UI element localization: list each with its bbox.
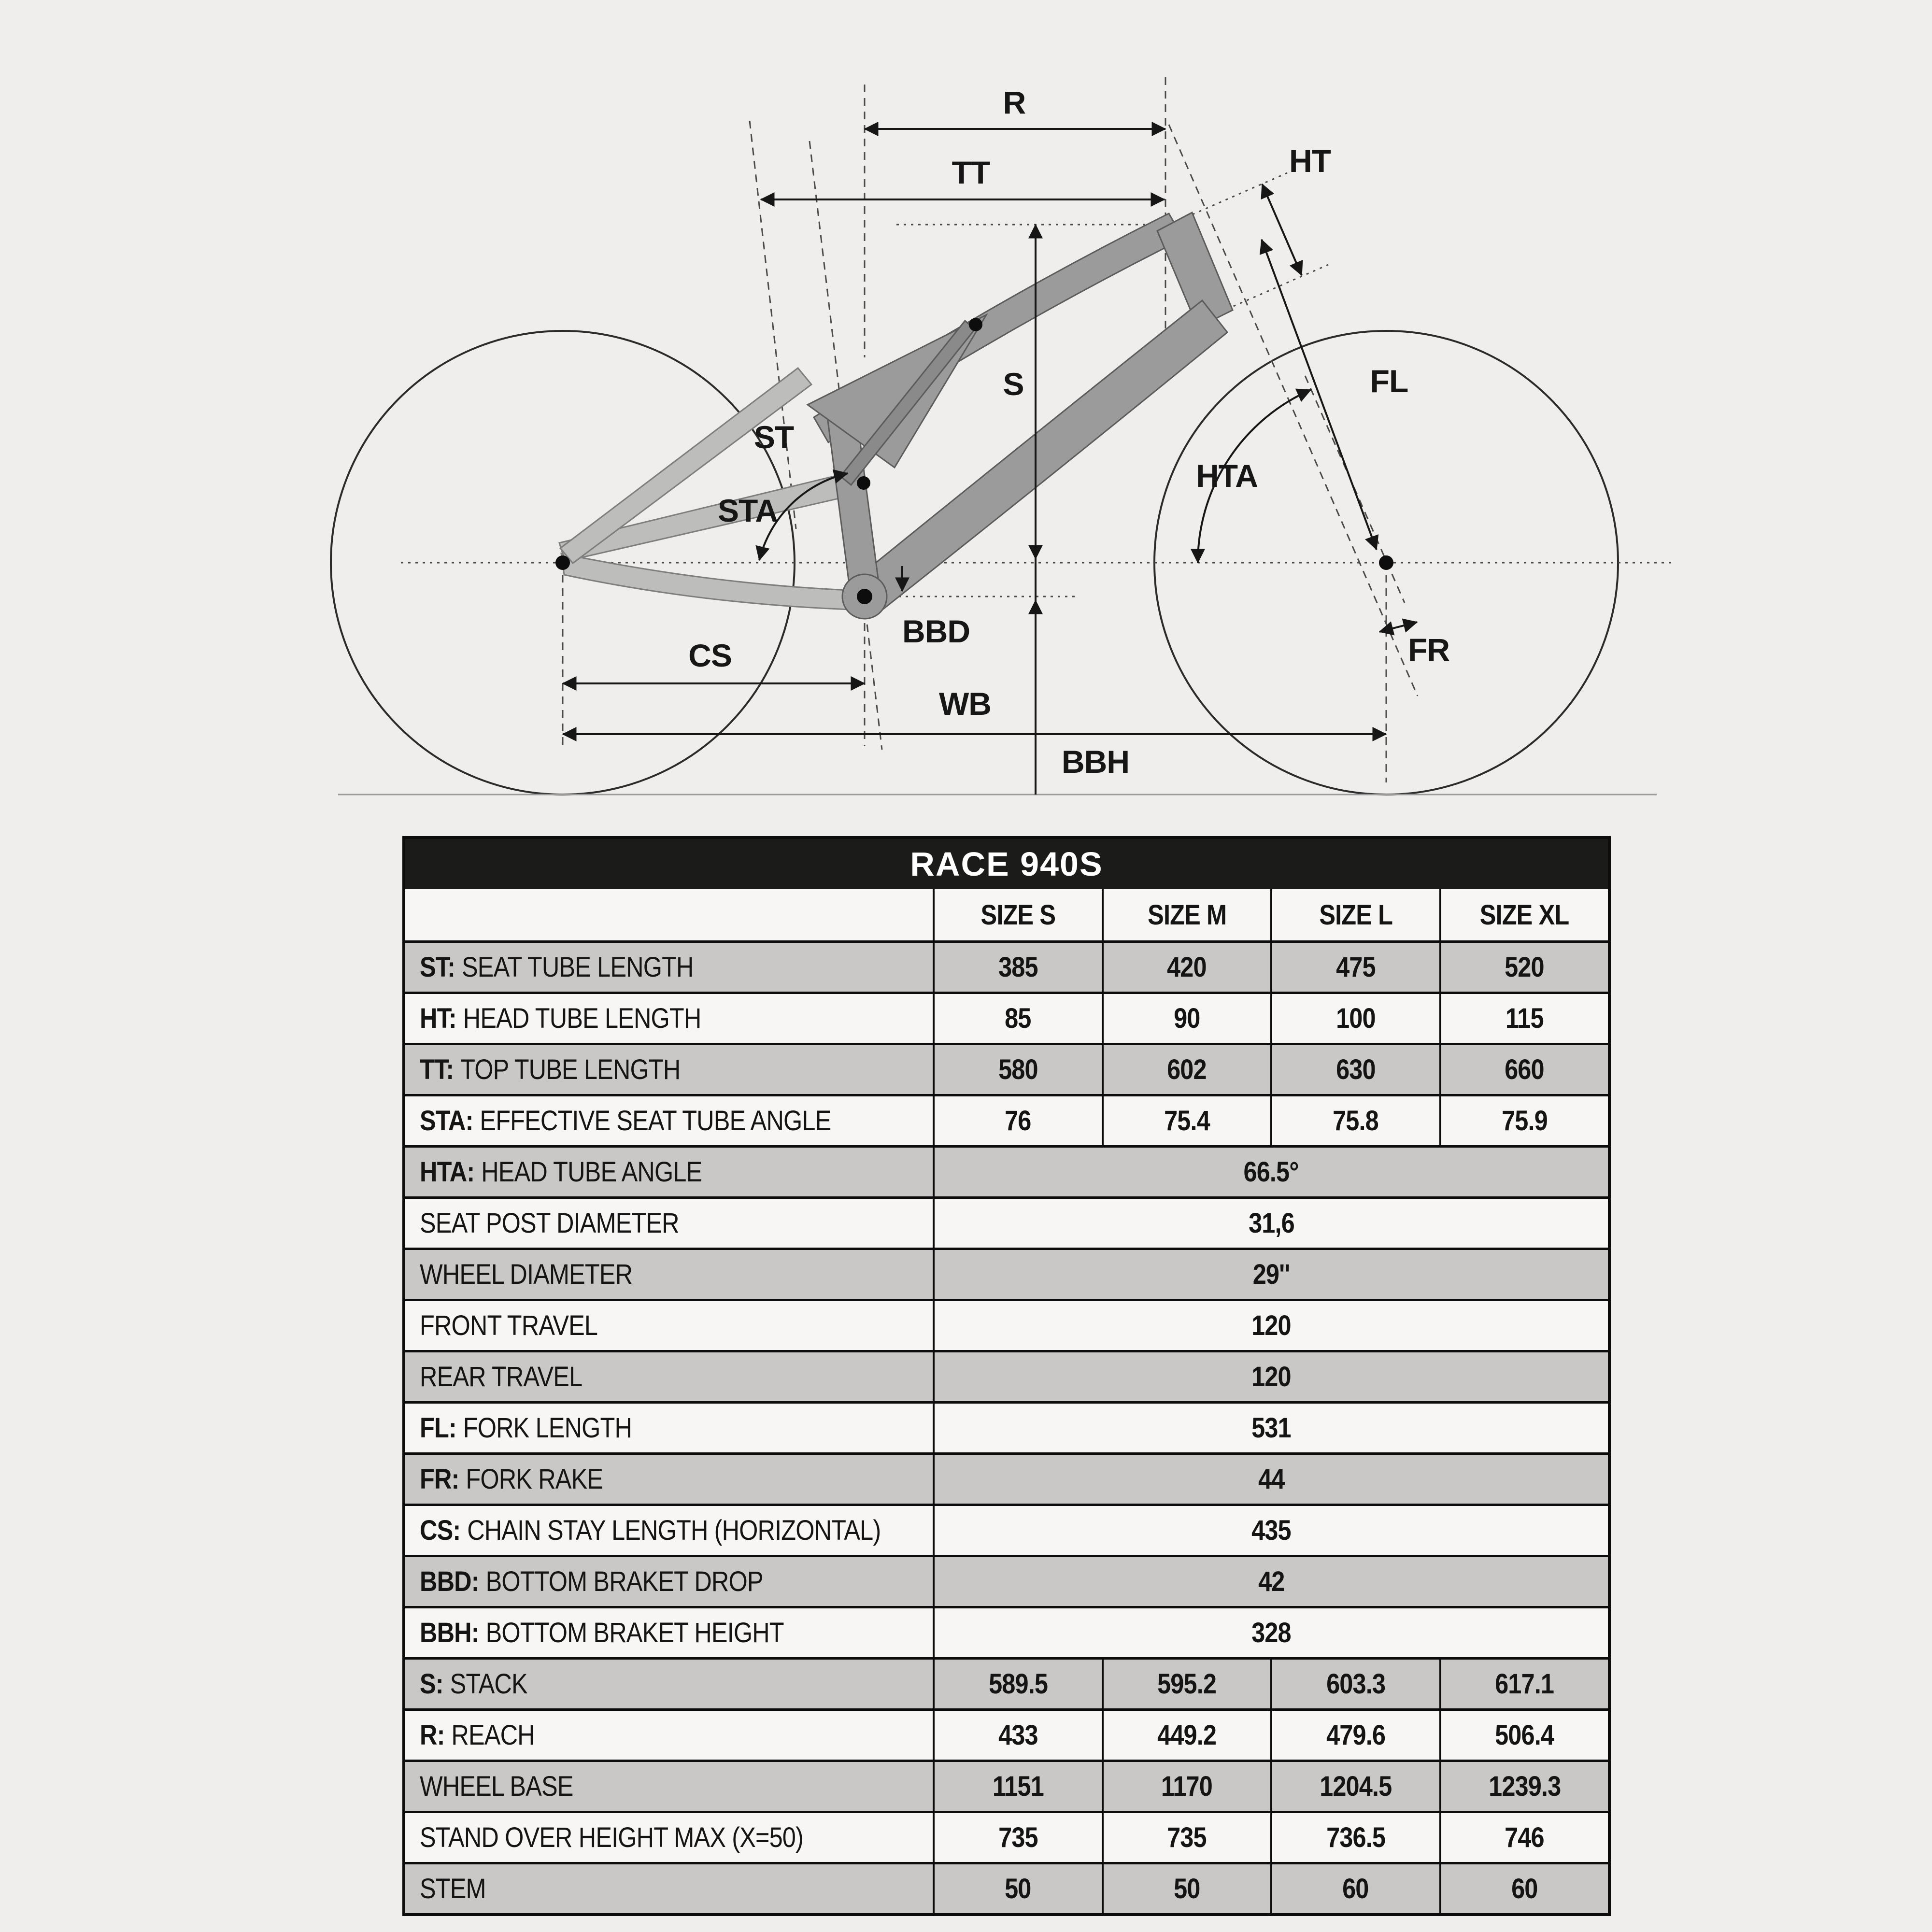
row-label-cell	[405, 1301, 933, 1350]
row-span-value: 120	[933, 1352, 1608, 1401]
row-prefix: CS:	[420, 1515, 461, 1546]
row-value-2: 75.4	[1102, 1096, 1271, 1145]
row-prefix: S:	[420, 1668, 443, 1700]
rocker-pivot-dot	[969, 318, 982, 331]
row-value-4: 506.4	[1439, 1711, 1608, 1760]
row-label: STACK	[450, 1668, 527, 1700]
row-label-cell	[405, 1045, 933, 1094]
table-row	[405, 1452, 1608, 1504]
table-row	[405, 1760, 1608, 1811]
fork-length-dim	[1262, 240, 1377, 550]
table-row	[405, 1504, 1608, 1555]
table-row	[405, 1094, 1608, 1145]
table-row	[405, 1555, 1608, 1606]
size-header-4: SIZE XL	[1439, 889, 1608, 940]
table-row	[405, 992, 1608, 1043]
row-value-1: 50	[933, 1864, 1102, 1913]
front-axle-dot	[1379, 555, 1393, 570]
row-value-2: 1170	[1102, 1762, 1271, 1811]
row-value-3: 603.3	[1270, 1660, 1439, 1708]
row-label: WHEEL BASE	[420, 1771, 573, 1802]
row-span-value: 531	[933, 1404, 1608, 1452]
row-value-4: 520	[1439, 943, 1608, 992]
row-value-1: 76	[933, 1096, 1102, 1145]
row-label-cell	[405, 943, 933, 992]
table-row	[405, 1657, 1608, 1708]
label-chainstay: CS	[688, 638, 732, 673]
row-label: EFFECTIVE SEAT TUBE ANGLE	[480, 1105, 831, 1136]
row-value-2: 50	[1102, 1864, 1271, 1913]
table-row	[405, 1862, 1608, 1913]
row-label-cell	[405, 1096, 933, 1145]
row-label: STEM	[420, 1873, 486, 1904]
label-seattube: ST	[753, 419, 794, 455]
label-forklength: FL	[1370, 363, 1408, 399]
row-span-value: 44	[933, 1455, 1608, 1504]
table-row	[405, 1350, 1608, 1401]
row-label: FORK RAKE	[466, 1463, 603, 1495]
row-label-cell	[405, 1557, 933, 1606]
row-value-4: 617.1	[1439, 1660, 1608, 1708]
table-row	[405, 1708, 1608, 1760]
row-value-3: 1204.5	[1270, 1762, 1439, 1811]
row-prefix: STA:	[420, 1105, 473, 1136]
row-label-cell	[405, 1455, 933, 1504]
bottom-bracket-dot	[857, 589, 872, 604]
row-label-cell	[405, 1660, 933, 1708]
row-value-3: 630	[1270, 1045, 1439, 1094]
row-value-4: 60	[1439, 1864, 1608, 1913]
label-headtube: HT	[1289, 143, 1331, 179]
row-prefix: ST:	[420, 952, 455, 983]
row-value-4: 75.9	[1439, 1096, 1608, 1145]
row-label: CHAIN STAY LENGTH (HORIZONTAL)	[467, 1515, 881, 1546]
row-prefix: FR:	[420, 1463, 459, 1495]
row-value-1: 1151	[933, 1762, 1102, 1811]
size-header-row	[405, 889, 1608, 940]
row-label-cell	[405, 1199, 933, 1248]
row-label-cell	[405, 1711, 933, 1760]
table-row	[405, 1401, 1608, 1452]
spec-table	[402, 836, 1611, 1916]
row-label-cell	[405, 994, 933, 1043]
table-row	[405, 1606, 1608, 1657]
label-wheelbase: WB	[939, 686, 991, 722]
row-value-1: 385	[933, 943, 1102, 992]
row-span-value: 42	[933, 1557, 1608, 1606]
table-row	[405, 1299, 1608, 1350]
row-label-cell	[405, 1250, 933, 1299]
fork-rake-tick	[1379, 622, 1417, 632]
row-value-2: 595.2	[1102, 1660, 1271, 1708]
row-prefix: BBD:	[420, 1566, 479, 1597]
row-value-1: 85	[933, 994, 1102, 1043]
row-span-value: 328	[933, 1608, 1608, 1657]
row-label: HEAD TUBE ANGLE	[481, 1156, 702, 1188]
row-label: BOTTOM BRAKET DROP	[485, 1566, 763, 1597]
row-span-value: 435	[933, 1506, 1608, 1555]
row-value-3: 60	[1270, 1864, 1439, 1913]
label-headangle: HTA	[1196, 458, 1258, 494]
row-prefix: BBH:	[420, 1617, 479, 1648]
row-value-3: 100	[1270, 994, 1439, 1043]
row-label-cell	[405, 1352, 933, 1401]
row-label-cell	[405, 1762, 933, 1811]
row-value-4: 746	[1439, 1813, 1608, 1862]
row-label-cell	[405, 1608, 933, 1657]
row-value-2: 90	[1102, 994, 1271, 1043]
row-value-3: 75.8	[1270, 1096, 1439, 1145]
row-value-2: 602	[1102, 1045, 1271, 1094]
table-title: RACE 940S	[910, 845, 1103, 883]
label-forkrake: FR	[1408, 632, 1449, 668]
row-label: REACH	[451, 1719, 535, 1751]
row-value-3: 736.5	[1270, 1813, 1439, 1862]
row-value-3: 479.6	[1270, 1711, 1439, 1760]
row-span-value: 29''	[933, 1250, 1608, 1299]
row-label-cell	[405, 1506, 933, 1555]
row-label: SEAT TUBE LENGTH	[462, 952, 694, 983]
rear-axle-dot	[555, 555, 570, 570]
size-header-3: SIZE L	[1270, 889, 1439, 940]
row-prefix: FL:	[420, 1412, 456, 1444]
row-label-cell	[405, 1148, 933, 1196]
label-stack: S	[1003, 366, 1024, 402]
row-value-2: 735	[1102, 1813, 1271, 1862]
main-frame	[808, 213, 1233, 619]
header-empty-cell	[405, 889, 933, 940]
row-label: REAR TRAVEL	[420, 1361, 582, 1392]
table-row	[405, 1196, 1608, 1248]
row-span-value: 31,6	[933, 1199, 1608, 1248]
row-label: BOTTOM BRAKET HEIGHT	[485, 1617, 784, 1648]
down-tube	[857, 300, 1227, 610]
label-bbdrop: BBD	[902, 613, 970, 649]
label-seatangle: STA	[717, 493, 778, 528]
row-label-cell	[405, 1813, 933, 1862]
row-value-4: 115	[1439, 994, 1608, 1043]
label-toptube: TT	[952, 155, 990, 190]
chain-stay	[561, 554, 851, 610]
row-value-2: 420	[1102, 943, 1271, 992]
row-label: HEAD TUBE LENGTH	[463, 1003, 701, 1034]
row-prefix: HTA:	[420, 1156, 475, 1188]
row-prefix: HT:	[420, 1003, 456, 1034]
size-header-1: SIZE S	[933, 889, 1102, 940]
row-label-cell	[405, 1404, 933, 1452]
row-value-4: 1239.3	[1439, 1762, 1608, 1811]
row-value-1: 589.5	[933, 1660, 1102, 1708]
row-label: WHEEL DIAMETER	[420, 1259, 633, 1290]
row-label-cell	[405, 1864, 933, 1913]
table-title-bar	[405, 839, 1608, 889]
table-row	[405, 1145, 1608, 1196]
row-value-1: 735	[933, 1813, 1102, 1862]
linkage-pivot-dot	[857, 476, 870, 490]
row-span-value: 66.5°	[933, 1148, 1608, 1196]
table-row	[405, 1248, 1608, 1299]
label-bbheight: BBH	[1062, 744, 1129, 780]
label-reach: R	[1003, 85, 1026, 120]
geometry-diagram	[0, 0, 1932, 821]
row-prefix: R:	[420, 1719, 445, 1751]
row-span-value: 120	[933, 1301, 1608, 1350]
size-header-2: SIZE M	[1102, 889, 1271, 940]
row-value-4: 660	[1439, 1045, 1608, 1094]
table-row	[405, 1043, 1608, 1094]
row-label: TOP TUBE LENGTH	[460, 1054, 681, 1085]
row-prefix: TT:	[420, 1054, 454, 1085]
row-label: FORK LENGTH	[463, 1412, 632, 1444]
row-label: STAND OVER HEIGHT MAX (X=50)	[420, 1822, 803, 1853]
table-row	[405, 1811, 1608, 1862]
row-value-1: 433	[933, 1711, 1102, 1760]
row-label: SEAT POST DIAMETER	[420, 1208, 679, 1239]
row-value-2: 449.2	[1102, 1711, 1271, 1760]
row-value-1: 580	[933, 1045, 1102, 1094]
row-value-3: 475	[1270, 943, 1439, 992]
headtube-dim	[1262, 184, 1302, 275]
row-label: FRONT TRAVEL	[420, 1310, 598, 1341]
table-row	[405, 940, 1608, 992]
